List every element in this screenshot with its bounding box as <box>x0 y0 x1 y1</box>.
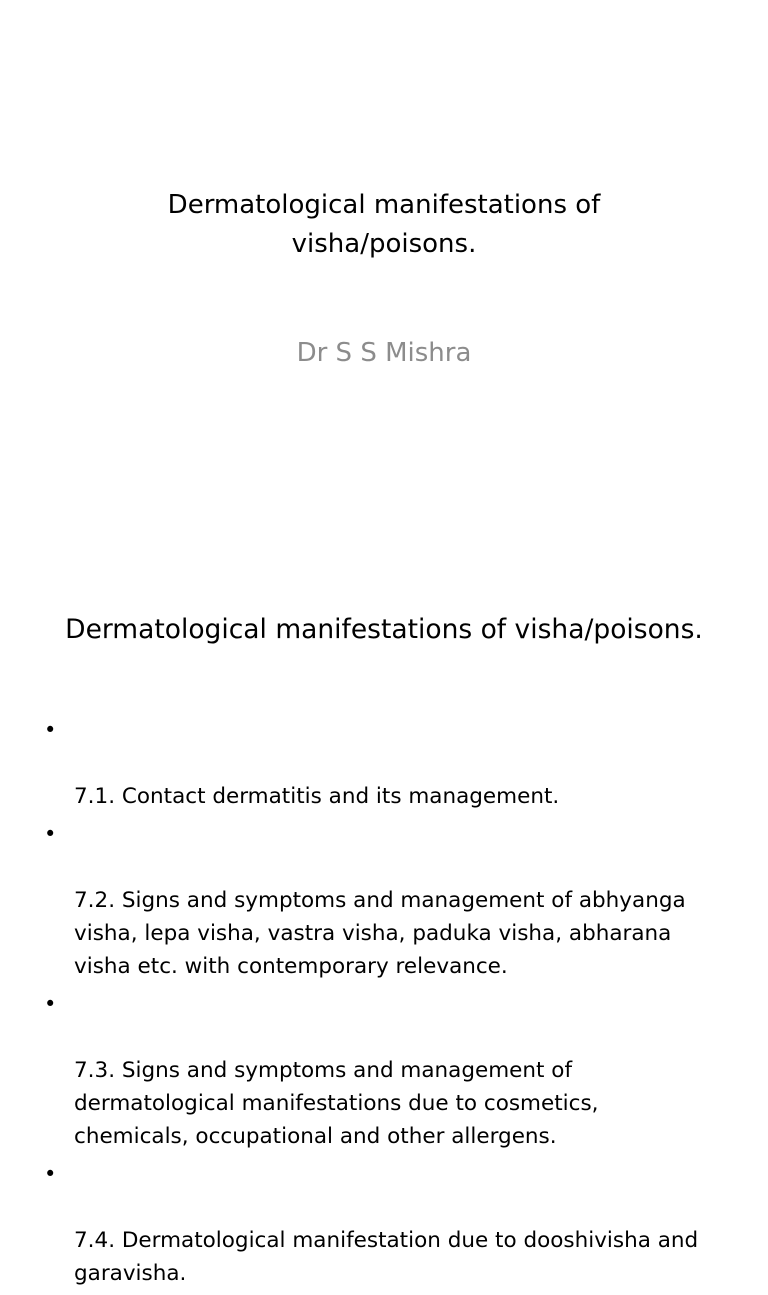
bullet-item <box>0 1158 768 1290</box>
content-slide-title: Dermatological manifestations of visha/poisons. <box>65 614 703 645</box>
bullet-dot-icon: • <box>44 1162 57 1186</box>
slide-subtitle-author: Dr S S Mishra <box>296 338 472 368</box>
content-slide <box>0 576 768 1286</box>
bullet-text: 7.1. Contact dermatitis and its management. <box>74 784 560 809</box>
bullet-dot-icon: • <box>44 822 57 846</box>
bullet-text: 7.4. Dermatological manifestation due to dooshivisha and garavisha. <box>74 1228 699 1286</box>
bullet-list <box>0 714 768 1295</box>
slide-title: Dermatological manifestations of visha/poisons. <box>167 190 601 259</box>
bullet-text: 7.3. Signs and symptoms and management of dermatological manifestations due to cosmetics, chemicals, occupational and other allergens. <box>74 1058 599 1149</box>
bullet-item <box>0 714 768 813</box>
title-slide <box>0 0 768 576</box>
bullet-text: 7.2. Signs and symptoms and management of abhyanga visha, lepa visha, vastra visha, paduka visha, abharana visha etc. with contemporary relevance. <box>74 888 686 979</box>
bullet-dot-icon: • <box>44 992 57 1016</box>
bullet-dot-icon: • <box>44 718 57 742</box>
bullet-item <box>0 818 768 983</box>
bullet-item <box>0 988 768 1153</box>
